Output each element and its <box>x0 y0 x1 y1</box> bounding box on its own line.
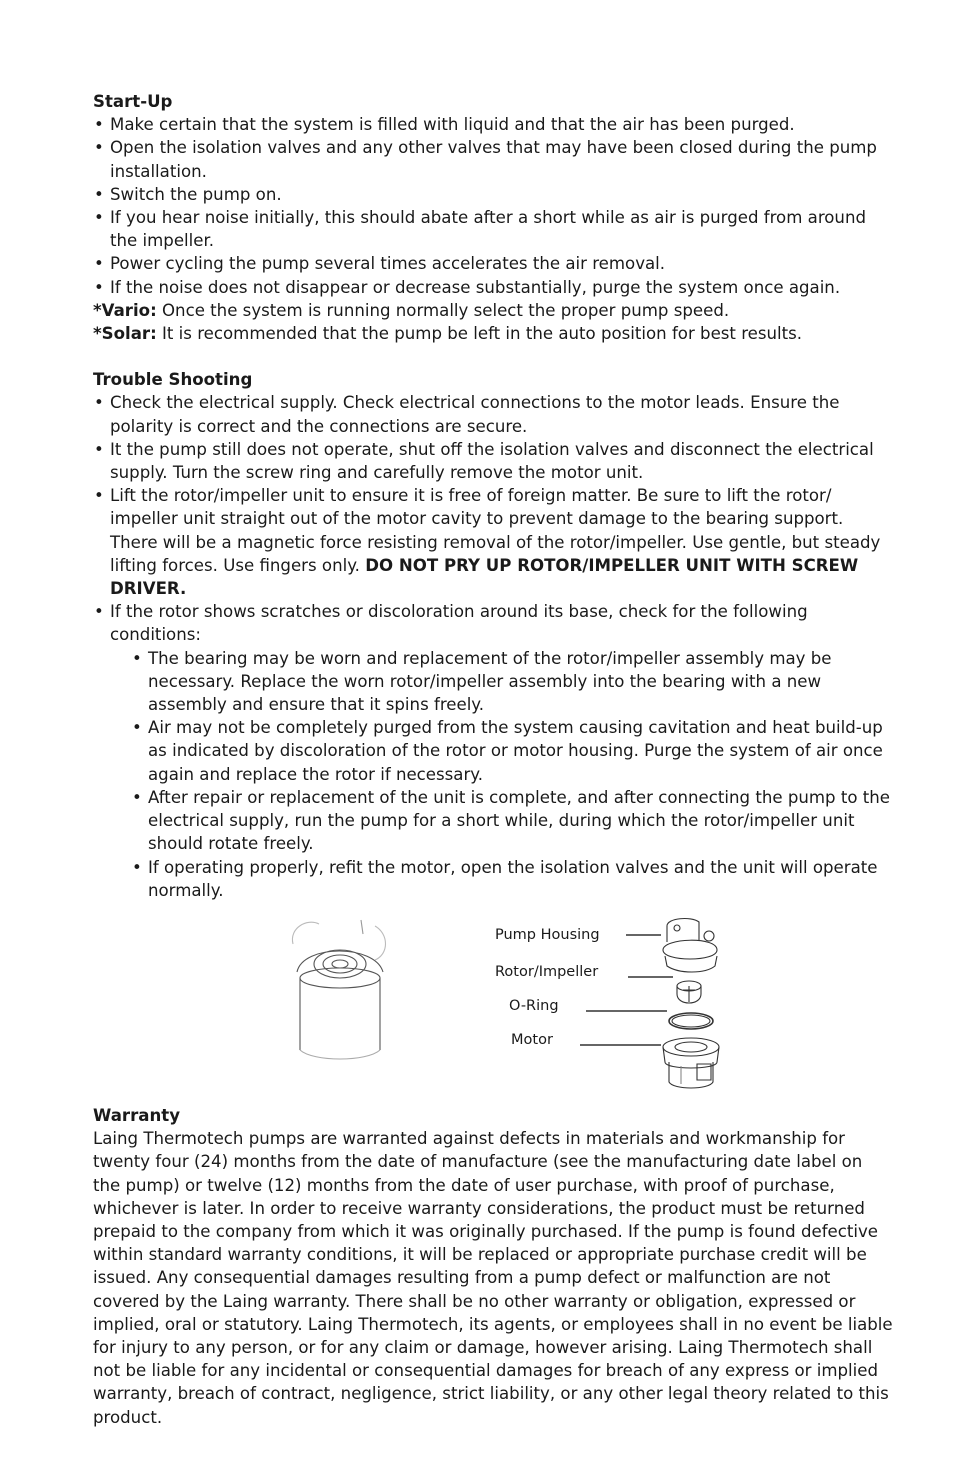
startup-bullet: • If the noise does not disappear or decrease substantially, purge the system once again. <box>93 276 893 299</box>
condition-bullet: • The bearing may be worn and replacement of the rotor/impeller assembly may be necessary. Replace the worn rotor/impeller assembly into the bearing with a new assembly and ensure that it spins freely. <box>131 647 893 717</box>
warranty-section <box>93 1104 893 1429</box>
pump-housing-icon <box>663 918 717 971</box>
troubleshooting-heading: Trouble Shooting <box>93 370 253 390</box>
o-ring-icon <box>669 1013 713 1029</box>
startup-bullet: • Power cycling the pump several times accelerates the air removal. <box>93 252 893 275</box>
motor-label: Motor <box>511 1031 553 1048</box>
troubleshooting-section <box>93 368 893 902</box>
pump-illustration <box>93 914 893 1102</box>
troubleshooting-bullet: • It the pump still does not operate, shut off the isolation valves and disconnect the electrical supply. Turn the screw ring and carefully remove the motor unit. <box>93 438 893 484</box>
condition-bullet: • If operating properly, refit the motor, open the isolation valves and the unit will operate normally. <box>131 856 893 902</box>
vario-label: *Vario: <box>93 300 157 320</box>
o-ring-label: O-Ring <box>509 997 559 1014</box>
lift-rotor-warning: DO NOT PRY UP ROTOR/IMPELLER UNIT WITH SCREW DRIVER. <box>110 555 859 599</box>
condition-bullet: • Air may not be completely purged from the system causing cavitation and heat build-up as indicated by discoloration of the rotor or motor housing. Purge the system of air once again and replace the rotor if necessary. <box>131 716 893 786</box>
lift-rotor-text: Lift the rotor/impeller unit to ensure it is free of foreign matter. Be sure to lift the rotor/ impeller unit straight out of the motor cavity to prevent damage to the bearing support. There will be a magnetic force resisting removal of the rotor/impeller. Use gentle, but steady lifting forces. Use fingers only. <box>110 486 881 575</box>
solar-note <box>93 322 893 345</box>
assembled-pump-icon <box>292 920 385 1059</box>
startup-bullet: • Switch the pump on. <box>93 183 893 206</box>
pump-housing-label: Pump Housing <box>495 926 600 943</box>
manual-page <box>93 90 893 1429</box>
section-spacer <box>93 345 893 368</box>
lift-rotor-bullet <box>93 484 893 600</box>
solar-label: *Solar: <box>93 324 157 344</box>
warranty-text: Laing Thermotech pumps are warranted against defects in materials and workmanship for twenty four (24) months from the date of manufacture (see the manufacturing date label on the pump) or twelve (12) months from the date of user purchase, with proof of purchase, whichever is later. In order to receive warranty considerations, the product must be returned prepaid to the company from which it was originally purchased. If the pump is found defective within standard warranty conditions, it will be replaced or appropriate purchase credit will be issued. Any consequential damages resulting from a pump defect or malfunction are not covered by the Laing warranty. There shall be no other warranty or obligation, expressed or implied, oral or statutory. Laing Thermotech, its agents, or employees shall in no event be liable for injury to any person, or for any claim or damage, however arising. Laing Thermotech shall not be liable for any incidental or consequential damages for breach of any express or implied warranty, breach of contract, negligence, strict liability, or any other legal theory related to this product. <box>93 1129 893 1427</box>
rotor-impeller-icon <box>677 981 701 1003</box>
condition-bullet: • After repair or replacement of the unit is complete, and after connecting the pump to the electrical supply, run the pump for a short while, during which the rotor/impeller unit should rotate freely. <box>131 786 893 856</box>
vario-text: Once the system is running normally select the proper pump speed. <box>156 300 730 320</box>
startup-bullet: • If you hear noise initially, this should abate after a short while as air is purged from around the impeller. <box>93 206 893 252</box>
pump-diagram <box>93 914 893 1102</box>
rotor-impeller-label: Rotor/Impeller <box>495 963 599 980</box>
startup-section <box>93 90 893 345</box>
troubleshooting-bullet: • Check the electrical supply. Check electrical connections to the motor leads. Ensure the polarity is correct and the connections are secure. <box>93 391 893 437</box>
motor-icon <box>663 1038 719 1088</box>
startup-heading: Start-Up <box>93 92 173 111</box>
startup-bullet: • Open the isolation valves and any other valves that may have been closed during the pump installation. <box>93 136 893 182</box>
solar-text: It is recommended that the pump be left in the auto position for best results. <box>156 324 803 344</box>
warranty-heading: Warranty <box>93 1105 181 1125</box>
startup-bullet: • Make certain that the system is filled with liquid and that the air has been purged. <box>93 113 893 136</box>
vario-note <box>93 299 893 322</box>
scratches-intro: • If the rotor shows scratches or discoloration around its base, check for the following conditions: <box>93 600 893 646</box>
